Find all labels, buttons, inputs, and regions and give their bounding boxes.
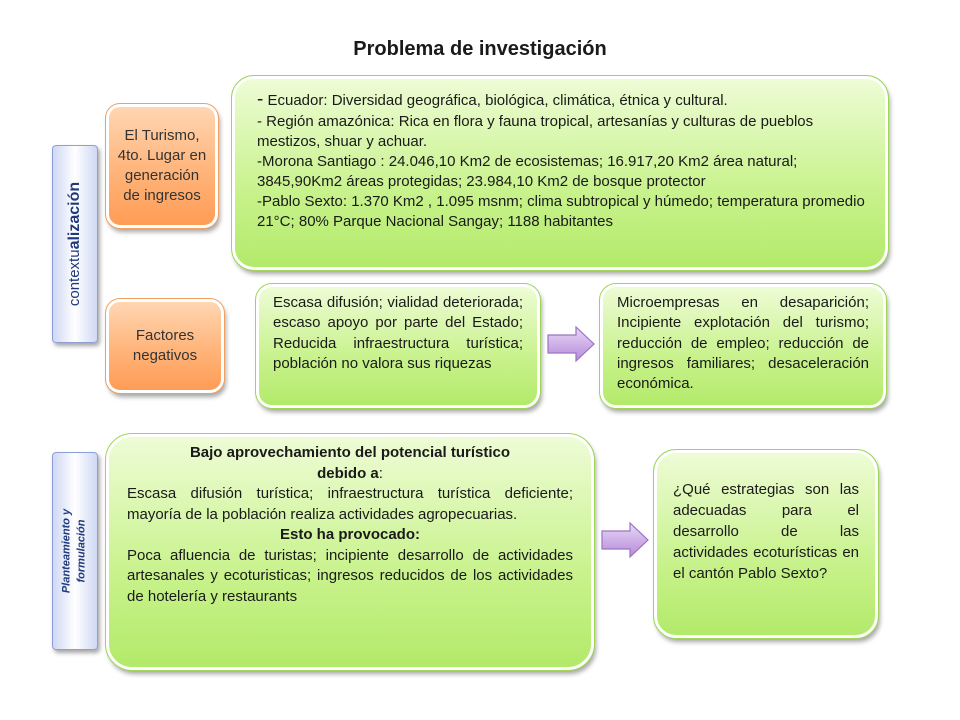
problema-debido-line: [127, 464, 573, 485]
factores-negativos-text: Factores negativos: [132, 326, 198, 364]
causas-box: [256, 284, 540, 408]
efectos-box: [600, 284, 886, 408]
planteamiento-label-line1: Planteamiento y: [60, 508, 73, 594]
problema-provocado-label: Esto ha provocado:: [279, 526, 421, 544]
problema-debido-colon: :: [378, 464, 383, 482]
planteamiento-label-line2: formulación: [76, 519, 88, 583]
problema-efectos-text: Poca afluencia de turistas; incipiente desarrollo de actividades artesanales y ecoturisticas; ingresos reducidos de los actividades de hotelería y restaurants: [127, 546, 573, 605]
causas-text: Escasa difusión; vialidad deteriorada; escaso apoyo por parte del Estado; Reducida infraestructura turística; población no valora sus riquezas: [273, 294, 523, 372]
pregunta-text: ¿Qué estrategias son las adecuadas para el desarrollo de las actividades ecoturísticas en el cantón Pablo Sexto?: [673, 481, 859, 582]
contextualizacion-label-prefix: contextu: [66, 249, 83, 307]
problema-box: [106, 434, 594, 670]
page-title: Problema de investigación: [353, 38, 607, 60]
arrow-right-icon-2: [600, 520, 650, 560]
turismo-text: El Turismo, 4to. Lugar en generación de ingresos: [117, 126, 207, 205]
problema-causas-text: Escasa difusión turística; infraestructura turística deficiente; mayoría de la población realiza actividades agropecuarias.: [127, 485, 573, 523]
problema-heading: Bajo aprovechamiento del potencial turístico: [189, 444, 511, 461]
turismo-box: [106, 104, 218, 228]
contextualizacion-label-suffix: alización: [66, 181, 83, 250]
contexto-line-ecuador: [257, 87, 867, 112]
problema-debido-label: debido a: [317, 464, 379, 482]
contexto-line-morona: -Morona Santiago : 24.046,10 Km2 de ecosistemas; 16.917,20 Km2 área natural; 3845,90Km2 áreas protegidas; 23.984,10 Km2 de bosque protector: [257, 153, 798, 191]
planteamiento-label: [52, 452, 98, 650]
arrow-right-icon: [546, 324, 596, 364]
contexto-line-amazonia: - Región amazónica: Rica en flora y fauna tropical, artesanías y culturas de pueblos mestizos, shuar y achuar.: [257, 113, 814, 151]
contexto-line-pablo-sexto: -Pablo Sexto: 1.370 Km2 , 1.095 msnm; clima subtropical y húmedo; temperatura promedio 21°C; 80% Parque Nacional Sangay; 1188 habitantes: [257, 193, 865, 230]
efectos-text: Microempresas en desaparición; Incipiente explotación del turismo; reducción de empleo; reducción de ingresos familiares; desaceleración económica.: [617, 294, 869, 392]
factores-negativos-box: [106, 299, 224, 393]
contexto-dash: -: [257, 89, 264, 110]
contexto-ecuador-text: Ecuador: Diversidad geográfica, biológica, climática, étnica y cultural.: [263, 92, 728, 109]
pregunta-box: [654, 450, 878, 638]
contexto-box: [232, 76, 888, 270]
contextualizacion-label: [52, 145, 98, 343]
